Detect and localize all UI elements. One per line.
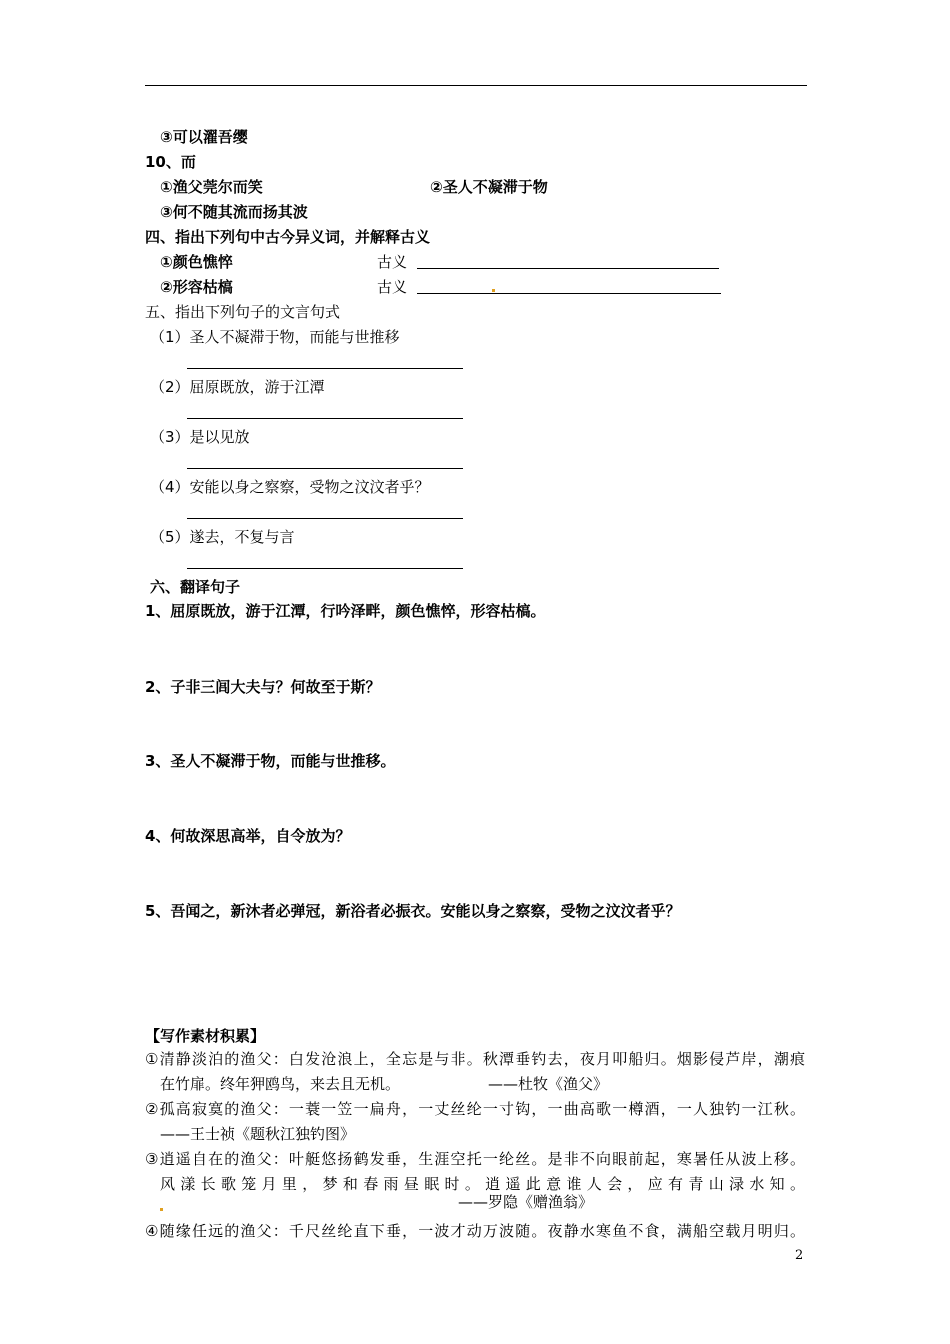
q10-label: 10、而 [145,153,196,171]
section5-item-4: （4）安能以身之察察，受物之汶汶者乎？ [150,478,430,496]
answer-line [187,468,463,469]
writing-item-1-source: ——杜牧《渔父》 [488,1075,609,1093]
translation-item-2: 2、子非三闾大夫与？何故至于斯？ [145,678,381,696]
section5-heading: 五、指出下列句子的文言句式 [145,303,341,321]
section4-item-1-label: 古义 [377,253,408,271]
section4-heading: 四、指出下列句中古今异义词，并解释古义 [145,228,431,246]
item-3-text: ③可以濯吾缨 [160,128,248,146]
writing-item-3-line-1: ③逍遥自在的渔父：叶艇悠扬鹤发垂，生涯空托一纶丝。是非不向眼前起，寒暑任从波上移。 [145,1150,805,1168]
writing-heading: 【写作素材积累】 [145,1027,266,1045]
decorative-dot [160,1208,163,1211]
writing-item-3-line-2: 风漾长歌笼月里，梦和春雨昼眠时。逍遥此意谁人会，应有青山渌水知。 [160,1175,805,1193]
section5-item-5: （5）遂去，不复与言 [150,528,295,546]
q10-option-a: ①渔父莞尔而笑 [160,178,263,196]
answer-line [187,568,463,569]
section5-item-2: （2）屈原既放，游于江潭 [150,378,325,396]
writing-item-3-source: ——罗隐《赠渔翁》 [458,1193,594,1211]
q10-option-b: ②圣人不凝滞于物 [430,178,548,196]
translation-item-3: 3、圣人不凝滞于物，而能与世推移。 [145,752,396,770]
translation-item-5: 5、吾闻之，新沐者必弹冠，新浴者必振衣。安能以身之察察，受物之汶汶者乎？ [145,902,681,920]
q10-option-c: ③何不随其流而扬其波 [160,203,308,221]
writing-item-2-line-1: ②孤高寂寞的渔父：一蓑一笠一扁舟，一丈丝纶一寸钩，一曲高歌一樽酒，一人独钓一江秋。 [145,1100,805,1118]
writing-item-2-source: ——王士祯《题秋江独钓图》 [160,1125,356,1143]
section5-item-3: （3）是以见放 [150,428,250,446]
writing-item-1-line-1: ①清静淡泊的渔父：白发沧浪上，全忘是与非。秋潭垂钓去，夜月叩船归。烟影侵芦岸，潮痕 [145,1050,805,1068]
answer-line [187,368,463,369]
answer-line [187,418,463,419]
answer-line [417,268,719,269]
header-rule [145,85,807,86]
answer-line [187,518,463,519]
section5-item-1: （1）圣人不凝滞于物，而能与世推移 [150,328,400,346]
section6-heading: 六、翻译句子 [150,578,241,596]
writing-item-1-line-2: 在竹扉。终年狎鸥鸟，来去且无机。 [160,1075,401,1093]
translation-item-4: 4、何故深思高举，自令放为？ [145,827,351,845]
translation-item-1: 1、屈原既放，游于江潭，行吟泽畔，颜色憔悴，形容枯槁。 [145,602,546,620]
writing-item-4-line-1: ④随缘任远的渔父：千尺丝纶直下垂，一波才动万波随。夜静水寒鱼不食，满船空载月明归。 [145,1222,805,1240]
section4-item-1: ①颜色憔悴 [160,253,233,271]
page-number: 2 [795,1248,804,1263]
answer-line [417,293,721,294]
section4-item-2: ②形容枯槁 [160,278,233,296]
section4-item-2-label: 古义 [377,278,408,296]
decorative-dot [492,289,495,292]
